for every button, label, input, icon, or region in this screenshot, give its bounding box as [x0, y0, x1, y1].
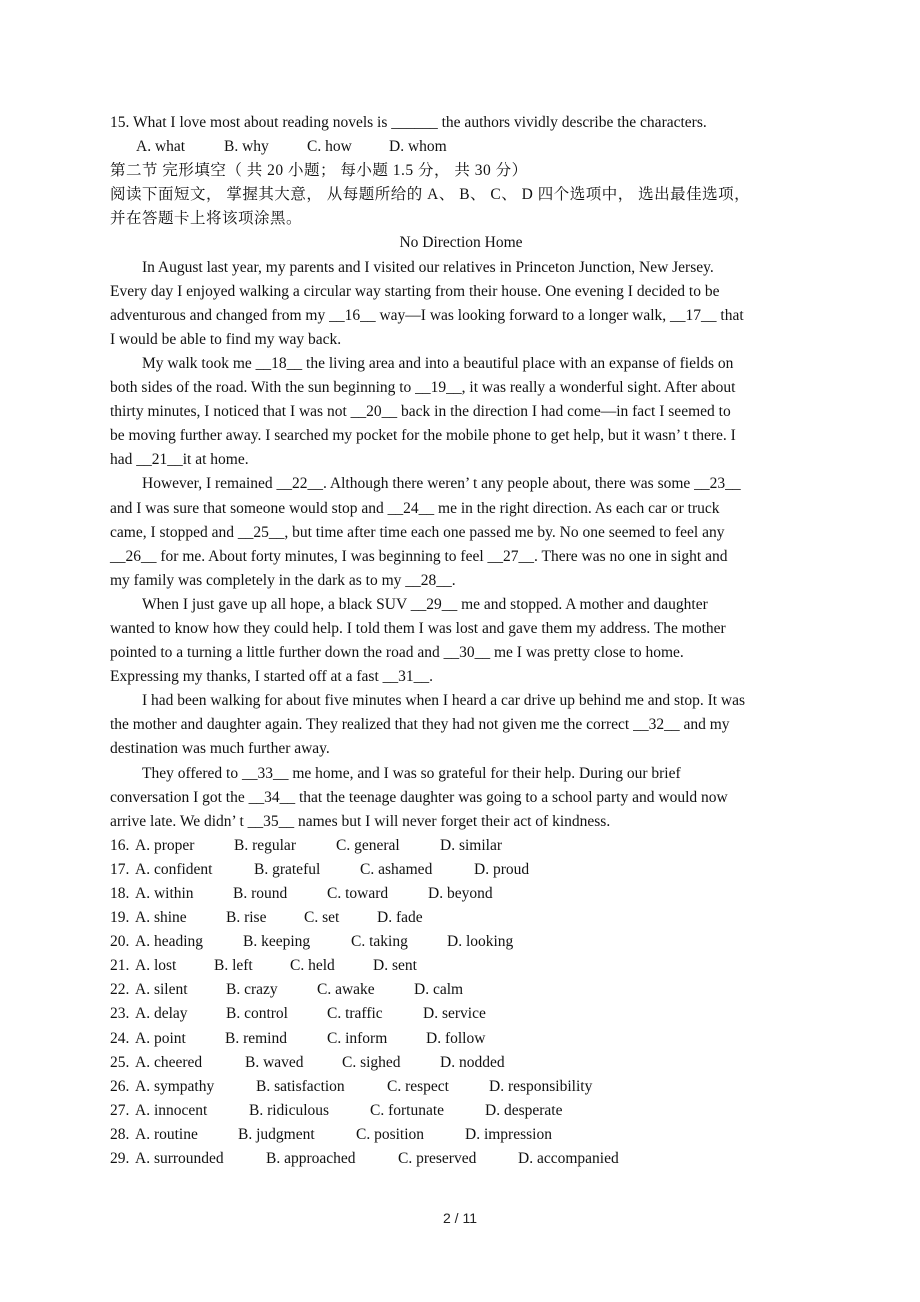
option-a: A. sympathy	[135, 1077, 215, 1095]
option-c: C. toward	[327, 885, 389, 902]
option-a: A. cheered	[135, 1053, 203, 1071]
option-a: A. silent	[135, 981, 188, 999]
option-c: C. general	[336, 836, 400, 854]
option-b: B. waved	[245, 1053, 304, 1071]
passage-title: No Direction Home	[399, 234, 523, 252]
option-b: B. ridiculous	[249, 1101, 330, 1119]
option-b: B. round	[233, 885, 288, 902]
option-d: D. beyond	[428, 885, 493, 902]
option-c: C. traffic	[327, 1005, 383, 1023]
option-d: D. proud	[474, 860, 530, 878]
passage-body	[110, 256, 812, 834]
question-number: 19.	[110, 909, 130, 927]
option-c: C. respect	[387, 1077, 449, 1095]
page-content	[110, 111, 812, 1171]
question-row	[110, 1051, 812, 1075]
option-b: B. satisfaction	[256, 1077, 345, 1095]
question-number: 24.	[110, 1029, 130, 1047]
section-instruction-2: 并在答题卡上将该项涂黑。	[110, 210, 303, 228]
passage-line: conversation I got the __34__ that the teenage daughter was going to a school party and would now	[110, 788, 728, 806]
option-d: D. sent	[373, 957, 417, 975]
option-c: C. awake	[317, 981, 375, 999]
passage-line: both sides of the road. With the sun beginning to __19__, it was really a wonderful sight. After about	[110, 379, 736, 397]
question-list	[110, 834, 812, 1171]
question-row	[110, 1147, 812, 1171]
option-d: D. follow	[426, 1029, 486, 1047]
passage-line: Expressing my thanks, I started off at a fast __31__.	[110, 668, 433, 686]
question-number: 23.	[110, 1005, 130, 1023]
option-c: C. held	[290, 957, 335, 975]
passage-line: my family was completely in the dark as to my __28__.	[110, 571, 456, 589]
option-a: A. point	[135, 1029, 186, 1047]
option-b: B. keeping	[243, 933, 311, 951]
passage-line: However, I remained __22__. Although there weren’ t any people about, there was some __23__	[142, 475, 741, 493]
passage-line: In August last year, my parents and I visited our relatives in Princeton Junction, New Jersey.	[142, 258, 714, 276]
option-b: B. judgment	[238, 1125, 315, 1143]
passage-line: Every day I enjoyed walking a circular way starting from their house. One evening I decided to be	[110, 282, 720, 300]
option-b: B. left	[214, 957, 253, 975]
question-row	[110, 1099, 812, 1123]
question-row	[110, 882, 812, 906]
option-a: A. surrounded	[135, 1150, 224, 1168]
question-row	[110, 906, 812, 930]
question-row	[110, 834, 812, 858]
option-c: C. taking	[351, 933, 408, 951]
option-c: C. sighed	[342, 1053, 401, 1071]
question-number: 27.	[110, 1101, 130, 1119]
q15-option-d: D. whom	[389, 138, 447, 156]
q15-option-b: B. why	[224, 138, 269, 156]
question-number: 20.	[110, 933, 130, 951]
option-d: D. nodded	[440, 1053, 505, 1071]
option-c: C. fortunate	[370, 1101, 445, 1119]
page-number: 2 / 11	[443, 1210, 477, 1226]
question-number: 21.	[110, 957, 130, 975]
passage-line: I would be able to find my way back.	[110, 330, 342, 348]
passage-line: __26__ for me. About forty minutes, I was beginning to feel __27__. There was no one in sight and	[110, 547, 728, 565]
option-a: A. proper	[135, 836, 195, 854]
option-a: A. routine	[135, 1125, 198, 1143]
question-row	[110, 1123, 812, 1147]
question-number: 17.	[110, 860, 130, 878]
option-d: D. looking	[447, 933, 514, 951]
option-a: A. innocent	[135, 1101, 208, 1119]
option-b: B. regular	[234, 836, 296, 854]
option-d: D. desperate	[485, 1101, 563, 1119]
q15-option-c: C. how	[307, 138, 352, 156]
option-a: A. lost	[135, 957, 177, 975]
passage-line: be moving further away. I searched my pocket for the mobile phone to get help, but it wasn’ t there. I	[110, 427, 736, 445]
option-d: D. accompanied	[518, 1150, 619, 1168]
option-d: D. fade	[377, 909, 423, 927]
option-b: B. control	[226, 1005, 288, 1023]
option-a: A. within	[135, 885, 194, 902]
question-number: 16.	[110, 836, 130, 854]
option-b: B. rise	[226, 909, 267, 927]
passage-line: had __21__it at home.	[110, 451, 249, 469]
question-number: 28.	[110, 1125, 130, 1143]
question-number: 25.	[110, 1053, 130, 1071]
option-c: C. set	[304, 909, 340, 927]
option-d: D. service	[423, 1005, 486, 1023]
passage-line: They offered to __33__ me home, and I was so grateful for their help. During our brief	[142, 764, 681, 782]
question-row	[110, 978, 812, 1002]
option-a: A. shine	[135, 909, 187, 927]
option-d: D. similar	[440, 836, 502, 854]
question-number: 29.	[110, 1150, 130, 1168]
option-c: C. position	[356, 1125, 425, 1143]
option-b: B. approached	[266, 1150, 356, 1168]
question-row	[110, 858, 812, 882]
option-d: D. impression	[465, 1125, 552, 1143]
passage-line: When I just gave up all hope, a black SUV __29__ me and stopped. A mother and daughter	[142, 595, 708, 613]
section-title: 第二节 完形填空（ 共 20 小题； 每小题 1.5 分， 共 30 分）	[110, 162, 528, 180]
option-d: D. calm	[414, 981, 464, 999]
option-c: C. preserved	[398, 1150, 477, 1168]
passage-line: arrive late. We didn’ t __35__ names but I will never forget their act of kindness.	[110, 812, 611, 830]
question-row	[110, 954, 812, 978]
passage-line: I had been walking for about five minutes when I heard a car drive up behind me and stop. It was	[142, 692, 746, 710]
question-number: 18.	[110, 885, 130, 902]
section-instruction-1: 阅读下面短文， 掌握其大意， 从每题所给的 A、 B、 C、 D 四个选项中， 选出最佳选项，	[110, 186, 751, 204]
question-row	[110, 1002, 812, 1026]
passage-line: the mother and daughter again. They realized that they had not given me the correct __32__ and my	[110, 716, 730, 734]
passage-line: thirty minutes, I noticed that I was not __20__ back in the direction I had come—in fact I seemed to	[110, 403, 731, 421]
option-c: C. inform	[327, 1029, 388, 1047]
question-row	[110, 1075, 812, 1099]
passage-line: and I was sure that someone would stop and __24__ me in the right direction. As each car or truck	[110, 499, 720, 517]
option-b: B. remind	[225, 1029, 287, 1047]
option-a: A. delay	[135, 1005, 188, 1023]
option-b: B. grateful	[254, 860, 321, 878]
question-number: 26.	[110, 1077, 130, 1095]
q15-stem: 15. What I love most about reading novels is ______ the authors vividly describe the characters.	[110, 114, 707, 131]
option-b: B. crazy	[226, 981, 278, 999]
option-a: A. confident	[135, 860, 213, 878]
option-d: D. responsibility	[489, 1077, 593, 1095]
question-row	[110, 930, 812, 954]
passage-line: adventurous and changed from my __16__ way—I was looking forward to a longer walk, __17__ that	[110, 306, 744, 324]
q15-option-a: A. what	[136, 138, 186, 156]
question-number: 22.	[110, 981, 130, 999]
option-c: C. ashamed	[360, 860, 433, 878]
question-row	[110, 1027, 812, 1051]
passage-line: pointed to a turning a little further down the road and __30__ me I was pretty close to home.	[110, 644, 684, 662]
passage-line: wanted to know how they could help. I told them I was lost and gave them my address. The mother	[110, 619, 726, 637]
option-a: A. heading	[135, 933, 204, 951]
passage-line: My walk took me __18__ the living area and into a beautiful place with an expanse of fields on	[142, 354, 734, 372]
q15-options	[110, 135, 812, 159]
passage-line: destination was much further away.	[110, 740, 330, 758]
passage-line: came, I stopped and __25__, but time after time each one passed me by. No one seemed to feel any	[110, 523, 725, 541]
